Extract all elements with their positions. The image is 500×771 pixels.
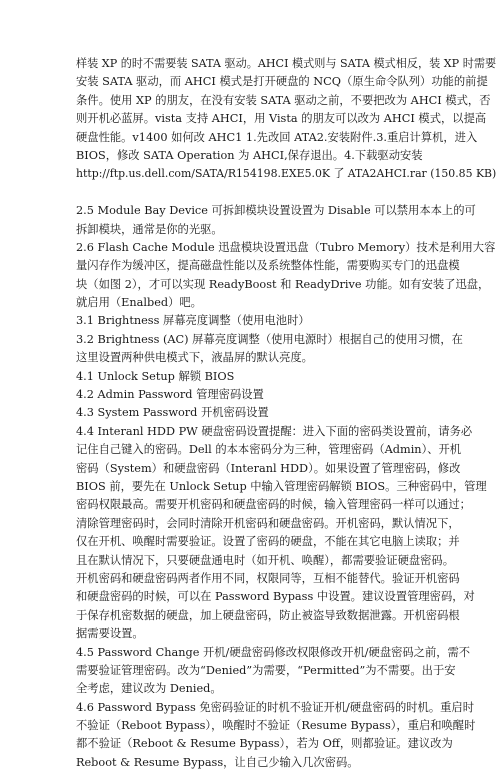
text-line: 且在默认情况下，只要硬盘通电时（如开机、唤醒），都需要验证硬盘密码。 — [76, 552, 455, 567]
text-line: 样装 XP 的时不需要装 SATA 驱动。AHCI 模式则与 SATA 模式相反，装 XP 时需要 — [76, 56, 497, 70]
text-line: 记住自己键入的密码。Dell 的本本密码分为三种，管理密码（Admin）、开机 — [76, 442, 462, 457]
text-line: BIOS，修改 SATA Operation 为 AHCI,保存退出。4.下载驱动安装 — [76, 147, 423, 162]
text-line: 量闪存作为缓冲区，提高磁盘性能以及系统整体性能，需要购买专门的迅盘模 — [76, 258, 460, 273]
text-line: BIOS 前，要先在 Unlock Setup 中输入管理密码解锁 BIOS。三种密码中，管理 — [76, 478, 487, 493]
text-line: 3.2 Brightness (AC) 屏幕亮度调整（使用电源时）根据自己的使用习惯，在 — [76, 331, 463, 346]
document-body — [0, 54, 500, 771]
text-line: 条件。使用 XP 的朋友，在没有安装 SATA 驱动之前，不要把改为 AHCI 模式，否 — [76, 92, 491, 107]
text-line: 则开机必蓝屏。vista 支持 AHCI，用 Vista 的朋友可以改为 AHCI 模式，以提高 — [76, 111, 487, 126]
text-line: 就启用（Enalbed）吧。 — [76, 295, 202, 310]
text-line: 都不验证（Reboot & Resume Bypass），若为 Off，则都验证。建议改为 — [76, 736, 453, 751]
text-line: 块（如图 2），才可以实现 ReadyBoost 和 ReadyDrive 功能。如有安装了迅盘， — [76, 276, 490, 291]
text-line: 4.5 Password Change 开机/硬盘密码修改权限修改开机/硬盘密码之前，需不 — [76, 644, 471, 659]
text-line: 2.5 Module Bay Device 可拆卸模块设置设置为 Disable 可以禁用本本上的可 — [76, 203, 476, 218]
paragraph-gap — [76, 183, 500, 201]
text-line: 和硬盘密码的时候，可以在 Password Bypass 中设置。建议设置管理密码，对 — [76, 589, 475, 604]
text-line: 这里设置两种供电模式下，液晶屏的默认亮度。 — [76, 350, 313, 365]
text-line: 3.1 Brightness 屏幕亮度调整（使用电池时） — [76, 313, 310, 328]
text-line: 于保存机密数据的硬盘，加上硬盘密码，防止被盗导致数据泄露。开机密码根 — [76, 607, 460, 622]
text-line: 4.4 Interanl HDD PW 硬盘密码设置提醒：进入下面的密码类设置前，请务必 — [76, 423, 473, 438]
text-line: 全考虑，建议改为 Denied。 — [76, 681, 222, 696]
text-line: 硬盘性能。v1400 如何改 AHC1 1.先改回 ATA2.安装附件.3.重启计算机，进入 — [76, 129, 478, 144]
text-line: 据需要设置。 — [76, 626, 144, 641]
text-line: 需要验证管理密码。改为“Denied”为需要，“Permitted”为不需要。出于安 — [76, 662, 456, 677]
text-line: 密码权限最高。需要开机密码和硬盘密码的时候，输入管理密码一样可以通过； — [76, 497, 471, 512]
text-line: http://ftp.us.dell.com/SATA/R154198.EXE5.0K 了 ATA2AHCI.rar (150.85 KB) — [76, 166, 497, 181]
text-line: 密码（System）和硬盘密码（Interanl HDD）。如果设置了管理密码，修改 — [76, 460, 461, 475]
text-line: 拆卸模块，通常是你的光驱。 — [76, 221, 223, 236]
text-line: 4.6 Password Bypass 免密码验证的时机不验证开机/硬盘密码的时机。重启时 — [76, 699, 474, 714]
text-line: Reboot & Resume Bypass，让自己少输入几次密码。 — [76, 754, 359, 769]
text-line: 不验证（Reboot Bypass），唤醒时不验证（Resume Bypass），重启和唤醒时 — [76, 718, 476, 733]
paragraph-sata-ahci — [76, 54, 500, 183]
text-line: 4.2 Admin Password 管理密码设置 — [76, 387, 264, 402]
text-line: 仅在开机、唤醒时需要验证。设置了密码的硬盘，不能在其它电脑上读取；并 — [76, 534, 460, 549]
text-line: 2.6 Flash Cache Module 迅盘模块设置迅盘（Tubro Memory）技术是利用大容 — [76, 239, 496, 254]
text-line: 清除管理密码时，会同时清除开机密码和硬盘密码。开机密码，默认情况下， — [76, 515, 460, 530]
paragraph-bios-settings — [76, 201, 500, 771]
text-line: 安装 SATA 驱动，而 AHCI 模式是打开硬盘的 NCQ（原生命令队列）功能的前提 — [76, 74, 488, 89]
text-line: 4.3 System Password 开机密码设置 — [76, 405, 269, 420]
text-line: 开机密码和硬盘密码两者作用不同，权限同等，互相不能替代。验证开机密码 — [76, 570, 460, 585]
text-line: 4.1 Unlock Setup 解锁 BIOS — [76, 368, 235, 383]
